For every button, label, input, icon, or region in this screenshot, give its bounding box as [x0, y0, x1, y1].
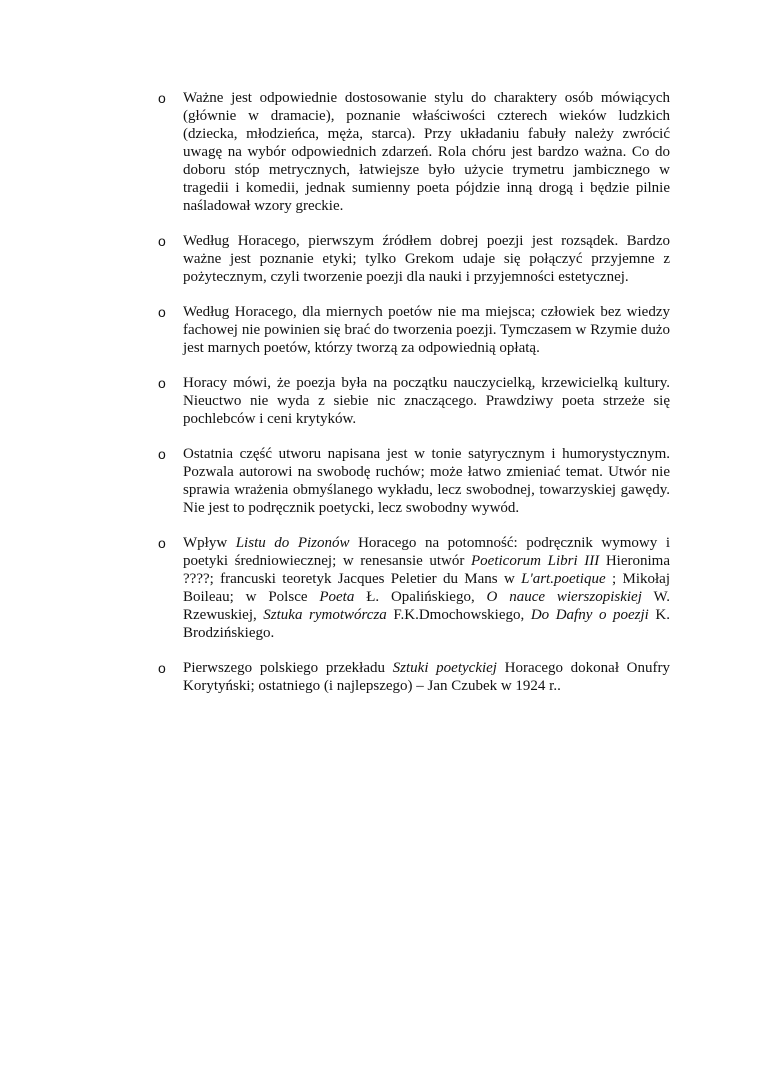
- text-run: K. Brodzińskiego.: [183, 607, 670, 641]
- italic-title: Listu do Pizonów: [235, 535, 350, 551]
- text-run: Według Horacego, dla miernych poetów nie ma miejsca; człowiek bez wiedzy fachowej nie powinien się brać do tworzenia poezji. Tymczasem w Rzymie dużo jest marnych poetów, którzy tworzą za odpowiednią opłatą.: [183, 304, 670, 356]
- text-run: Hieronima ????; francuski teoretyk Jacques Peletier du Mans w: [183, 553, 670, 587]
- text-run: Wpływ: [183, 535, 236, 551]
- text-run: Horacego dokonał Onufry Korytyński; ostatniego (i najlepszego) – Jan Czubek w 1924 r..: [183, 660, 670, 694]
- italic-title: Do Dafny o poezji: [530, 607, 649, 623]
- list-item: [158, 534, 670, 642]
- text-run: ; Mikołaj Boileau; w Polsce: [183, 571, 670, 605]
- italic-title: Sztuka rymotwórcza: [263, 607, 387, 623]
- italic-title: Sztuki poetyckiej: [392, 660, 497, 676]
- text-run: Ważne jest odpowiednie dostosowanie stylu do charaktery osób mówiących (głównie w dramacie), poznanie właściwości czterech wieków ludzkich (dziecka, młodzieńca, męża, starca). Przy układaniu fabuły należy zwrócić uwagę na wybór odpowiednich zdarzeń. Rola chóru jest bardzo ważna. Co do doboru stóp metrycznych, łatwiejsze było użycie trymetru jambicznego w tragedii i komedii, jednak sumienny poeta pójdzie inną drogą i będzie pilnie naśladował wzory greckie.: [183, 90, 670, 214]
- bullet-icon: o: [158, 304, 166, 320]
- italic-title: O nauce wierszopiskiej: [486, 589, 642, 605]
- list-item: [158, 303, 670, 357]
- bullet-list: [158, 89, 670, 712]
- text-run: Horacy mówi, że poezja była na początku nauczycielką, krzewicielką kultury. Nieuctwo nie wyda z siebie nic znaczącego. Prawdziwy poeta strzeże się pochlebców i ceni krytyków.: [183, 375, 670, 427]
- paragraph-text: [183, 303, 670, 357]
- bullet-icon: o: [158, 535, 166, 551]
- list-item: [158, 89, 670, 215]
- italic-title: Poeticorum Libri III: [471, 553, 600, 569]
- text-run: Pierwszego polskiego przekładu: [183, 660, 393, 676]
- list-item: [158, 232, 670, 286]
- text-run: W. Rzewuskiej,: [183, 589, 670, 623]
- text-run: Ł. Opalińskiego,: [354, 589, 487, 605]
- italic-title: L'art.poetique: [521, 571, 606, 587]
- list-item: [158, 659, 670, 695]
- italic-title: Poeta: [319, 589, 355, 605]
- bullet-icon: o: [158, 375, 166, 391]
- text-run: Ostatnia część utworu napisana jest w tonie satyrycznym i humorystycznym. Pozwala autorowi na swobodę ruchów; może łatwo zmieniać temat. Utwór nie sprawia wrażenia obmyślanego wykładu, lecz swobodnej, towarzyskiej gawędy. Nie jest to podręcznik poetycki, lecz swobodny wywód.: [183, 446, 670, 516]
- list-item: [158, 445, 670, 517]
- bullet-icon: o: [158, 660, 166, 676]
- text-run: Horacego na potomność: podręcznik wymowy i poetyki średniowiecznej; w renesansie utwór: [183, 535, 670, 569]
- text-run: Według Horacego, pierwszym źródłem dobrej poezji jest rozsądek. Bardzo ważne jest poznanie etyki; tylko Grekom udaje się połączyć przyjemne z pożytecznym, czyli tworzenie poezji dla nauki i przyjemności estetycznej.: [183, 233, 670, 285]
- text-run: F.K.Dmochowskiego,: [386, 607, 531, 623]
- paragraph-text: [183, 374, 670, 428]
- paragraph-text: [183, 534, 670, 642]
- list-item: [158, 374, 670, 428]
- bullet-icon: o: [158, 446, 166, 462]
- paragraph-text: [183, 232, 670, 286]
- paragraph-text: [183, 445, 670, 517]
- paragraph-text: [183, 89, 670, 215]
- bullet-icon: o: [158, 233, 166, 249]
- paragraph-text: [183, 659, 670, 695]
- bullet-icon: o: [158, 90, 166, 106]
